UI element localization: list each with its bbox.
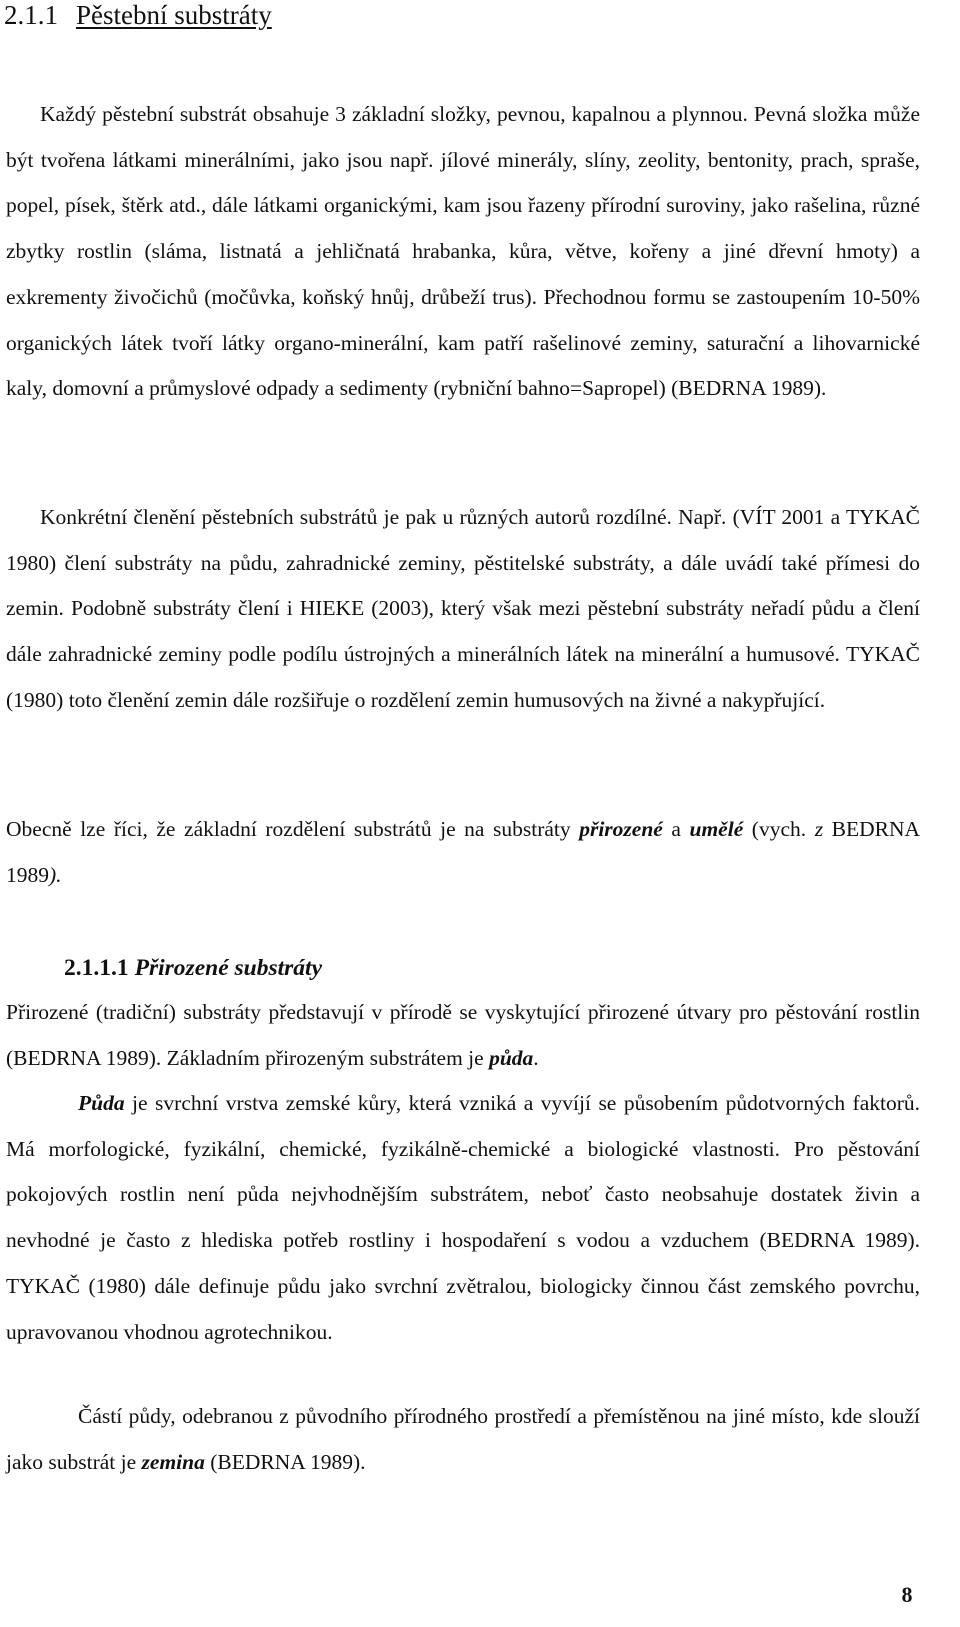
section-number: 2.1.1 (4, 0, 58, 30)
subsection-heading (64, 948, 322, 988)
term-artificial: umělé (689, 817, 744, 841)
paragraph-topsoil: Částí půdy, odebranou z původního přírodného prostředí a přemístěnou na jiné místo, kde slouží jako substrát je zemina (BEDRNA 1989). (6, 1404, 920, 1474)
section-title: Pěstební substráty (76, 0, 272, 30)
term-natural: přirozené (579, 817, 663, 841)
paragraph-substrate-components: Každý pěstební substrát obsahuje 3 základní složky, pevnou, kapalnou a plynnou. Pevná složka může být tvořena látkami minerálními, jako jsou např. jílové minerály, slíny, zeolity, bentonity, prach, spraše, popel, písek, štěrk atd., dále látkami organickými, kam jsou řazeny přírodní suroviny, jako rašelina, různé zbytky rostlin (sláma, listnatá a jehličnatá hrabanka, kůra, větve, kořeny a jiné dřevní hmoty) a exkrementy živočichů (močůvka, koňský hnůj, drůbeží trus). Přechodnou formu se zastoupením 10-50% organických látek tvoří látky organo-minerální, kam patří rašelinové zeminy, saturační a lihovarnické kaly, domovní a průmyslové odpady a sedimenty (rybniční bahno=Sapropel) (BEDRNA 1989). (6, 102, 920, 401)
term-topsoil: zemina (141, 1449, 205, 1474)
subsection-number: 2.1.1.1 (64, 955, 129, 981)
paragraph-basic-division: Obecně lze říci, že základní rozdělení substrátů je na substráty přirozené a umělé (vych. z BEDRNA 1989). (6, 817, 921, 887)
term-soil-bold: Půda (78, 1091, 125, 1115)
section-heading (4, 0, 272, 32)
subsection-title: Přirozené substráty (134, 955, 322, 981)
term-soil: půda (489, 1045, 534, 1070)
paragraph-substrate-classification: Konkrétní členění pěstebních substrátů je pak u různých autorů rozdílné. Např. (VÍT 2001 a TYKAČ 1980) člení substráty na půdu, zahradnické zeminy, pěstitelské substráty, a dále uvádí také přímesi do zemin. Podobně substráty člení i HIEKE (2003), který však mezi pěstební substráty neřadí půdu a člení dále zahradnické zeminy podle podílu ústrojných a minerálních látek na minerální a humusové. TYKAČ (1980) toto členění zemin dále rozšiřuje o rozdělení zemin humusových na živné a nakypřující. (6, 505, 920, 712)
page-number: 8 (901, 1582, 913, 1607)
paragraph-natural-substrates: Přirozené (tradiční) substráty představují v přírodě se vyskytující přirozené útvary pro pěstování rostlin (BEDRNA 1989). Základním přirozeným substrátem je půda. (6, 1000, 920, 1070)
paragraph-soil-definition: Půda je svrchní vrstva zemské kůry, která vzniká a vyvíjí se působením půdotvorných faktorů. Má morfologické, fyzikální, chemické, fyzikálně-chemické a biologické vlastnosti. Pro pěstování pokojových rostlin není půda nejvhodnějším substrátem, neboť často neobsahuje dostatek živin a nevhodné je často z hlediska potřeb rostliny i hospodaření s vodou a vzduchem (BEDRNA 1989). TYKAČ (1980) dále definuje půdu jako svrchní zvětralou, biologicky činnou část zemského povrchu, upravovanou vhodnou agrotechnikou. (6, 1091, 920, 1344)
